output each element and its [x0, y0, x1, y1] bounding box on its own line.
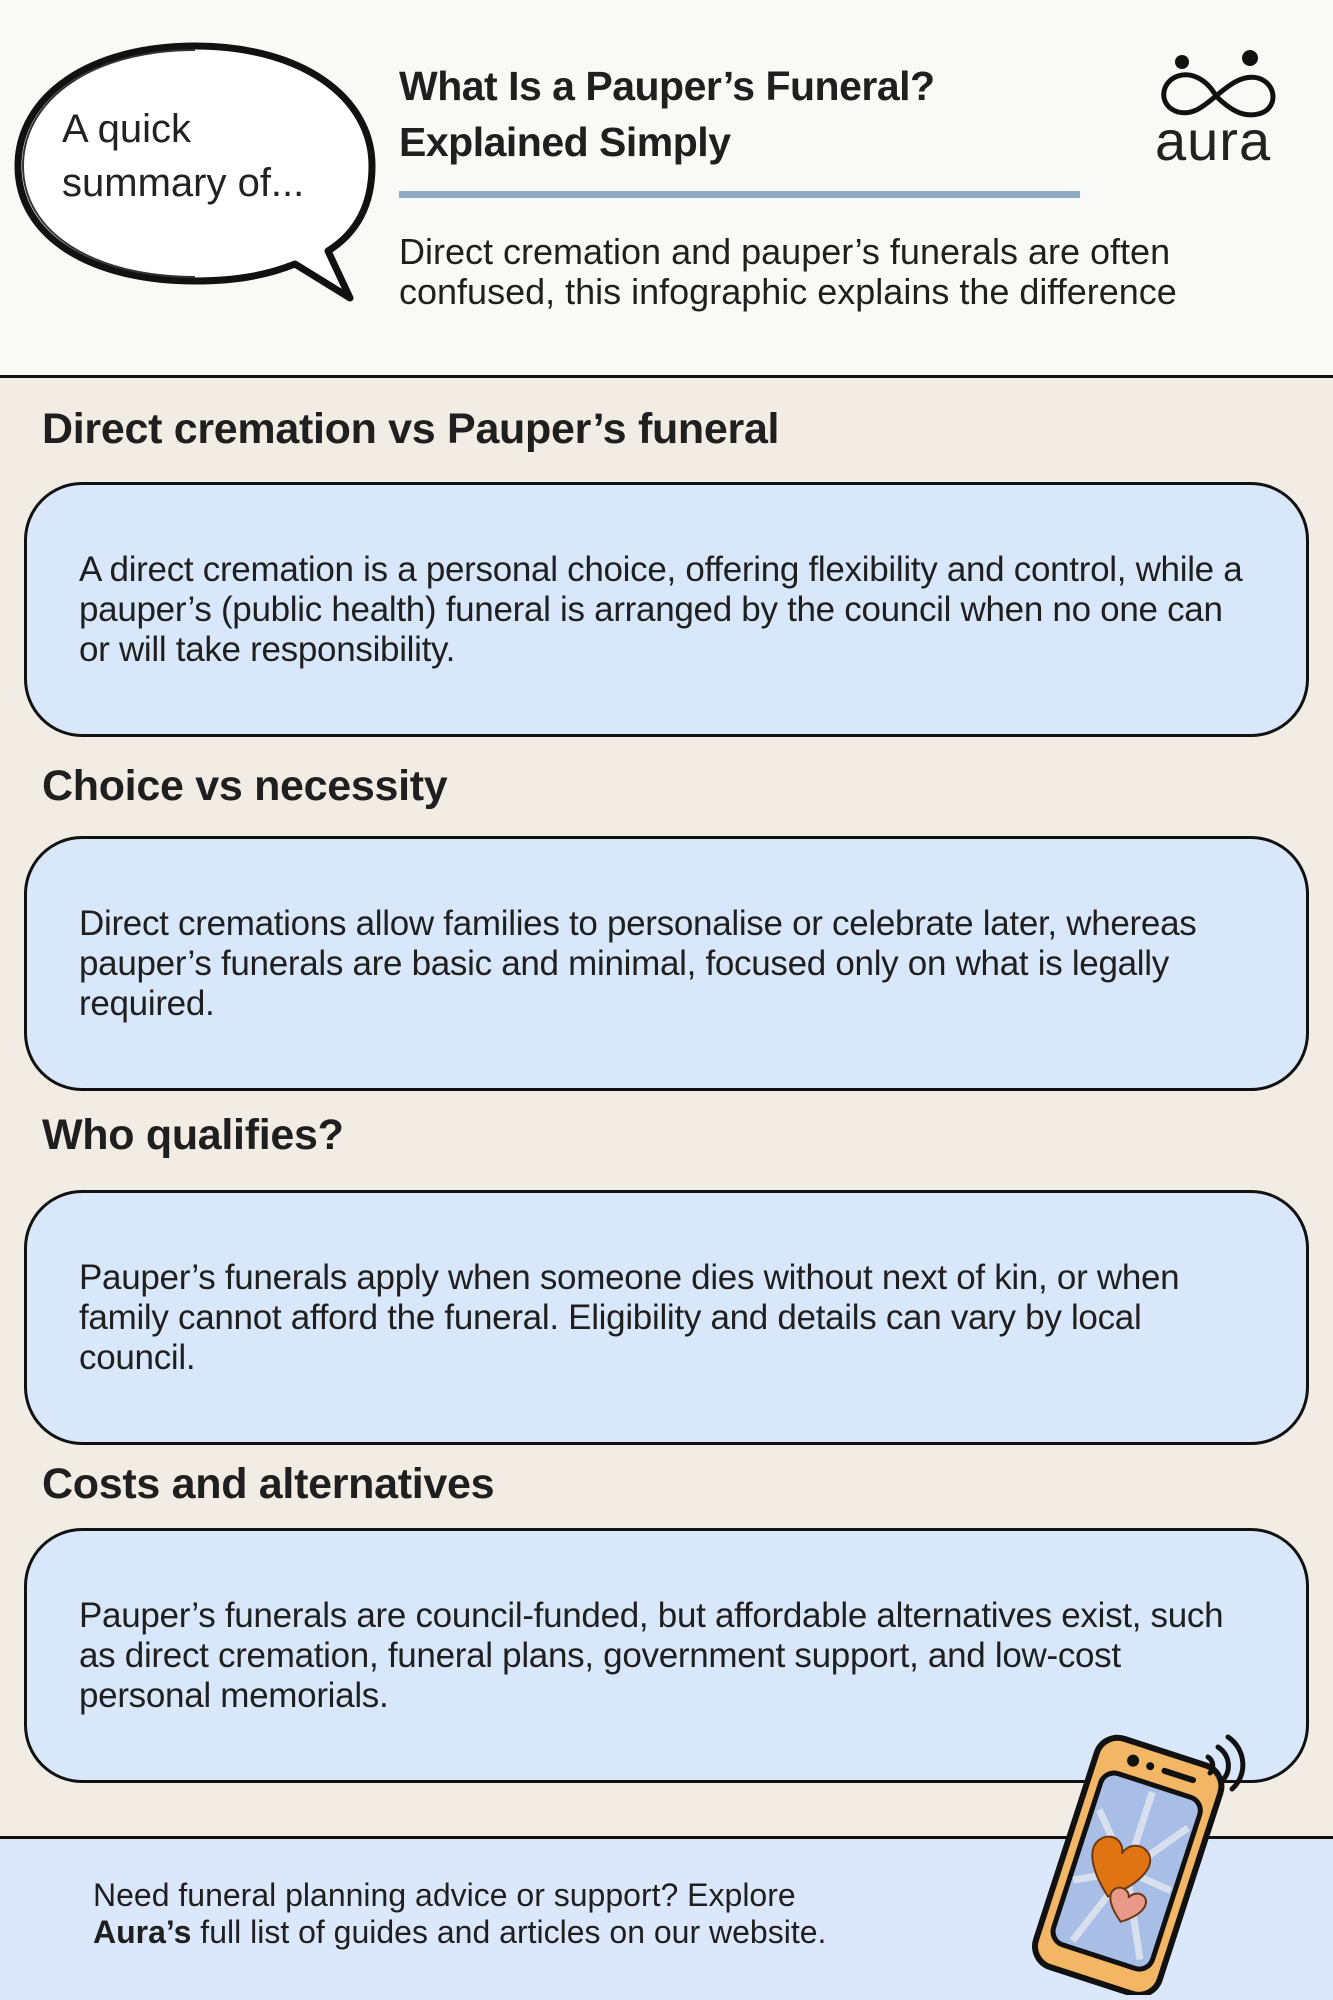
bubble-line-2: summary of...	[62, 161, 305, 205]
section-heading: Direct cremation vs Pauper’s funeral	[42, 405, 780, 453]
section-heading: Choice vs necessity	[42, 762, 448, 810]
info-box-text: A direct cremation is a personal choice, offering flexibility and control, while a pauper’s (public health) funeral is arranged by the council when no one can or will take responsibility.	[79, 549, 1243, 669]
info-box-text: Direct cremations allow families to personalise or celebrate later, whereas pauper’s funerals are basic and minimal, focused only on what is legally required.	[79, 903, 1197, 1023]
subtitle: Direct cremation and pauper’s funerals are often confused, this infographic explains the difference	[399, 231, 1177, 312]
page-title	[399, 58, 935, 170]
info-box	[24, 1190, 1309, 1445]
footer-brand-link[interactable]: Aura’s	[93, 1914, 192, 1950]
footer-line-2	[93, 1914, 826, 1951]
title-divider	[399, 191, 1080, 198]
logo-text: aura	[1155, 109, 1272, 172]
footer-line-1: Need funeral planning advice or support? Explore	[93, 1877, 796, 1913]
header	[0, 0, 1333, 378]
footer-text	[93, 1877, 826, 1951]
section-heading: Who qualifies?	[42, 1111, 344, 1159]
info-box	[24, 482, 1309, 737]
info-box-text: Pauper’s funerals are council-funded, but affordable alternatives exist, such as direct cremation, funeral plans, government support, and low-cost personal memorials.	[79, 1595, 1224, 1715]
bubble-line-1: A quick	[62, 107, 191, 151]
info-box-text: Pauper’s funerals apply when someone dies without next of kin, or when family cannot afford the funeral. Eligibility and details can vary by local council.	[79, 1257, 1180, 1377]
title-line-2: Explained Simply	[399, 119, 731, 165]
section-heading: Costs and alternatives	[42, 1460, 495, 1508]
bubble-text	[62, 102, 304, 210]
phone-hearts-icon	[990, 1725, 1260, 1995]
title-line-1: What Is a Pauper’s Funeral?	[399, 63, 935, 109]
info-box	[24, 836, 1309, 1091]
footer-line-2-rest: full list of guides and articles on our website.	[191, 1914, 827, 1950]
